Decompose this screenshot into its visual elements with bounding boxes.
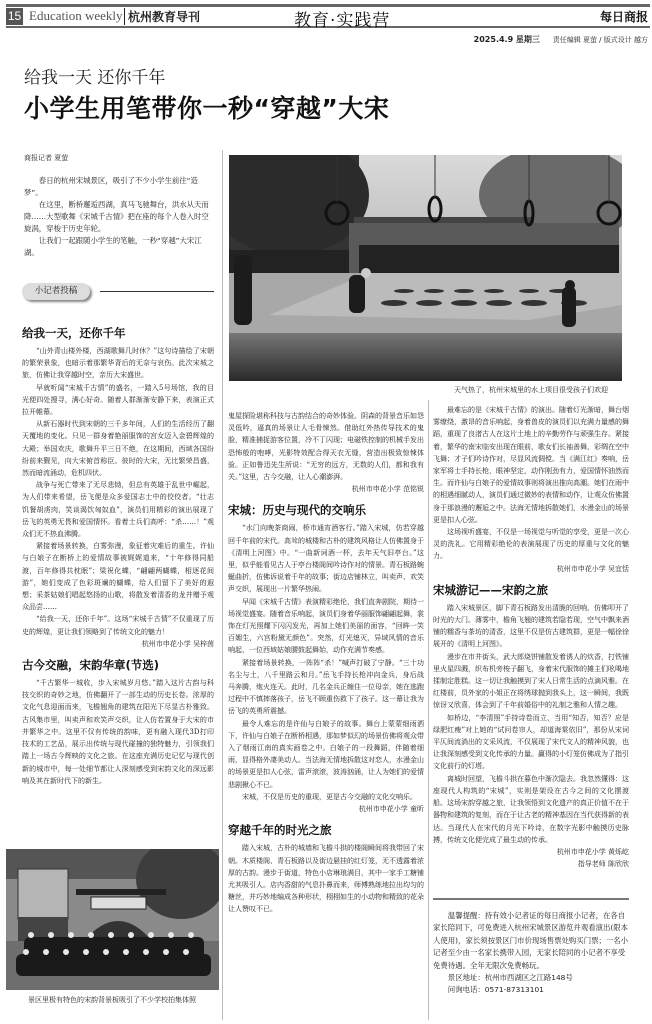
tip-phone: 问询电话：0571-87313101 <box>447 985 544 995</box>
story-paragraph: “水门向晚茶商闹，桥市通宵酒客行。”踏入宋城，仿若穿越回千年前的宋代。高耸的城楼和古朴的建筑风格让人仿佛置身于《清明上河图》中。“一曲新词酒一杯，去年天气旧亭台。”这里，似乎能看见古人于亭台楼阁间吟诗作对的情景。青石板路蜿蜒曲折，仿佛诉说着千年的故事；街边店铺林立，叫卖声、欢笑声交织，展现出一片繁华热闹。 <box>228 524 424 594</box>
story-signature: 杭州市申花小学 范铭锐 <box>351 485 424 494</box>
divider <box>100 291 214 292</box>
story-paragraph: 鬼屋探险堪称科技与古韵结合的奇妙体验。阴森的背景音乐如怨灵低吟，逼真的场景让人毛骨悚然。借助红外热传导技术的鬼脸，精准捕捉游客位置，冷不丁闪现；电磁铁控制的机械手发出恐怖般的咆哮，光影特效配合得天衣无缝，营造出极致惊悚体验。正如鲁迅先生所说：“无穷的远方，无数的人们，都和我有关。”这里，古今交融，让人心潮澎湃。 <box>228 412 424 482</box>
column-divider <box>428 400 429 1020</box>
water-park-photo <box>229 155 622 381</box>
kicker: 给我一天 还你千年 <box>24 68 166 88</box>
tip-divider <box>433 898 629 900</box>
story-paragraph: 紧接着场景转换，白雾弥漫，象征着灾难后的重生。许仙与白娘子在断桥上的爱情故事被娓娓道来，“十年修得同船渡，百年修得共枕眠”；梁祝化蝶，“翩翩两蝴蝶，相逐花间游”，她们变成了色彩斑斓的蝴蝶，给人们留下了美好的遐想；采茶姑娘们唱起悠扬的山歌，将散发着清香的龙井赠予观众品尝…… <box>22 542 214 612</box>
story-title: 给我一天，还你千年 <box>22 326 126 340</box>
story-signature: 杭州市申花小学 童昕 <box>358 805 424 814</box>
paper-name: 每日商报 <box>599 10 648 24</box>
story-paragraph: 踏入宋城，古朴的城墙和飞檐斗拱的楼阁瞬间将我带回了宋朝。木质楼阁、青石板路以及街边悬挂的红灯笼，无不透露着浓厚的古韵。漫步于街道，特色小店琳琅满目，其中一家手工糖铺尤其吸引人。店内香甜的气息扑鼻而来，师傅熟练地拉出均匀的糖丝，并巧妙地编成各种形状，栩栩如生的小动物和精致的花朵让人赞叹不已。 <box>228 844 424 914</box>
column-1 <box>22 322 214 787</box>
column-divider <box>222 150 223 1020</box>
weekly-title-en: Education weekly <box>29 8 123 23</box>
story-paragraph: 这场视听盛宴，不仅是一场视觉与听觉的享受，更是一次心灵的洗礼。它用精彩绝伦的表演展现了历史的厚重与文化的魅力。 <box>433 528 629 561</box>
story-signature: 杭州市申花小学 黄烁屹 <box>556 847 629 856</box>
lead-paragraph: 春日的杭州宋城景区，吸引了不少小学生前往“造梦”。 <box>24 176 198 197</box>
headline: 小学生用笔带你一秒“穿越”大宋 <box>24 94 390 123</box>
story-paragraph: “给我一天，还你千年”。这场“宋城千古情”不仅重现了历史的辉煌，更让我们领略到了传统文化的魅力！ <box>22 615 214 636</box>
section-tag <box>22 283 214 301</box>
story-title: 穿越千年的时光之旅 <box>228 823 332 838</box>
section-tag-label: 小记者投稿 <box>22 283 90 300</box>
story-signature: 杭州市申花小学 吴宜恬 <box>556 564 629 573</box>
column-3 <box>433 404 629 870</box>
main-photo-caption: 天气热了，杭州宋城里的水上项目很受孩子们欢迎 <box>454 386 608 394</box>
weekly-title-cn: 杭州教育导刊 <box>124 8 200 25</box>
issue-date: 2025.4.9 星期三 <box>473 35 540 44</box>
story-signature: 杭州市申花小学 吴梓茵 <box>141 639 214 648</box>
byline: 商报记者 夏萤 <box>24 154 69 162</box>
editor-credits: 责任编辑 夏萤 / 版式设计 越方 <box>552 36 648 44</box>
section-title: 教育·实践营 <box>294 11 391 31</box>
story-paragraph: 最难忘的是《宋城千古情》的演出。随着灯光渐暗，舞台烟雾缭绕，激昂的音乐响起，身着兽皮的演员们以充满力量感的舞蹈，重现了良渚古人在这片土地上的辛勤劳作与顽强生存。紧接着，繁华的南宋临安出现在眼前，歌女们长袖善舞，彩绸在空中飞舞；才子们吟诗作对，尽显风流倜傥。当《满江红》奏响，岳家军将士手持长枪，眼神坚定，动作刚劲有力，爱国情怀油然而生。而许仙与白娘子的爱情故事则将演出推向高潮。她们在雨中的相遇细腻动人，演员们通过微妙的表情和动作，让观众仿佛置身于那浪漫的邂逅之中。法海无情地拆散她们，水漫金山的场景更是扣人心弦。 <box>433 406 629 524</box>
dateline <box>474 34 648 45</box>
group-photo <box>6 849 219 990</box>
story-paragraph: 从新石器时代到宋朝的三千多年间，人们的生活经历了翻天覆地的变化。只见一群身着艳丽服饰的宫女迈入金碧辉煌的大殿；举国欢庆，歌舞升平三日不绝，在这期间，西域各国纷纷前来觐见，向大宋俯首称臣。彼时的大宋，无比繁荣昌盛，然而暗流涌动，危机四伏。 <box>22 420 214 478</box>
column-2 <box>228 410 424 916</box>
advisor-signature: 指导老师 陈欣欣 <box>577 860 629 869</box>
story-paragraph: 紧接着场景转换，一阵阵“杀！”喊声打破了宁静。“三十功名尘与土，八千里路云和月。”岳飞手持长枪冲向金兵，身后战马奔腾，炮火连天。此时，几名金兵正缠住一位母亲，她在逃跑过程中不慎摔落孩子，岳飞不顾重伤救下了孩子。这一幕让我为岳飞的英勇所震撼。 <box>228 658 424 716</box>
story-title: 宋城游记——宋韵之旅 <box>433 582 548 597</box>
group-photo-image <box>6 849 219 990</box>
lead-text <box>24 175 214 259</box>
tip-box <box>433 910 629 997</box>
story-paragraph: 漫步在市井街头，武大郎烧饼铺散发着诱人的炊香，打铁铺里火星四溅，织布机旁梭子翻飞，身着宋代服饰的摊主们吆喝地揉制定胜糕。这一切让我触摸到了宋人日常生活的点滴风雅。在红楼前，员外家的小姐正在将绣球抛到我头上，这一瞬间，我既惊讶又欣喜，体会到了千年前婚俗中的礼制之雅和人情之趣。 <box>433 652 629 710</box>
lead-paragraph: 在这里，断桥邂逅西湖，真马飞驰舞台，洪水从天而降……大型歌舞《宋城千古情》把在座的每个人卷入时空旋涡，穿梭于历史年轮。 <box>24 200 209 233</box>
story-paragraph: 最令人难忘的是许仙与白娘子的故事。舞台上蒙蒙细雨洒下，许仙与白娘子在断桥相遇，那如梦似幻的场景仿佛将观众带入了烟雨江南的真实画卷之中。白娘子的一段舞蹈，伴随着细雨，显得格外凄美动人。当法海无情地拆散这对恋人，水漫金山的场景更是扣人心弦，雷声滚滚，波涛汹涌，让人为她们的爱情悲剧揪心不已。 <box>228 719 424 789</box>
story-paragraph: 早闻《宋城千古情》表演精彩绝伦，我们直奔剧院，期待一场视觉盛宴。随着音乐响起，演员们身着华丽服饰翩翩起舞，裳饰在灯光照耀下闪闪发光，再加上她们美丽的面容，“回眸一笑百媚生，六宫粉黛无颜色”。突然，灯光熄灭，异域风情的音乐响起，一位西域姑娘腰鼓起舞始，动作充满节奏感。 <box>228 597 424 655</box>
story-paragraph: 战争与死亡带来了无尽悲恸，但总有英雄于乱世中崛起，为人们带来希望，岳飞便是众多爱国志士中的佼佼者。“壮志饥餐胡虏肉，笑谈渴饮匈奴血”，演员们用精彩的演出展现了岳飞的英勇无畏和爱国情怀。看着士兵们高呼：“杀……！”观众们无不热血沸腾。 <box>22 481 214 539</box>
story-title: 古今交融，宋韵华章(节选) <box>22 658 160 673</box>
story-paragraph: “千古繁华一城收，步入宋城岁月悠。”踏入这片古韵与科技交织的奇妙之地，仿佛翻开了一部生动的历史长卷。浓厚的文化气息迎面而来，飞檐翘角的建筑在阳光下尽显古朴雅致。古风集市里，叫卖声和欢笑声交织，让人仿若置身于大宋的市井繁华之中。这里不仅有传统的韵味，更有融入现代3D打印技术的工艺品，展示出传统与现代碰撞的独特魅力，引领我们踏上一场古今辉映的文化之旅。在这座充满历史记忆与现代创新的城市中，每一处细节都让人深刻感受到宋韵文化的深远影响及其在新时代下的新生。 <box>22 679 214 785</box>
page-number: 15 <box>7 9 22 23</box>
tip-address: 景区地址：杭州市西湖区之江路148号 <box>447 973 573 983</box>
main-photo <box>229 155 622 381</box>
masthead <box>6 4 650 31</box>
story-title: 宋城：历史与现代的交响乐 <box>228 503 366 518</box>
story-paragraph: 离城时回望，飞檐斗拱在暮色中渐次隐去。我忽然懂得：这座现代人构筑的“宋城”，实则是架设在古今之间的文化摆渡船。这场宋韵穿越之旅，让我领悟到文化遗产的真正价值不在于器物和建筑的复刻，而在于让古老的精神基因在当代获得新的表达。当现代人在宋代的月光下吟诗，在数字光影中触摸历史脉搏，传统文化便完成了最生动的传承。 <box>433 774 629 844</box>
group-photo-caption: 景区里极有特色的宋韵背景板吸引了不少学校拍集体照 <box>28 996 196 1004</box>
story-paragraph: 早就听闻“宋城千古情”的盛名，一踏入5号场馆，我的目光便四处搜寻，满心好奇。随着人群渐渐安静下来，表演正式拉开帷幕。 <box>22 383 214 417</box>
tip-text: 温馨提醒：持有效小记者证的每日商报小记者，在各自家长陪同下，可免费进入杭州宋城景区游览并观看演出(限本人使用)，家长须按景区门市价现场售票处购买门票；一名小记者至少由一名家长携带入园，无家长陪同的小记者不享受免费待遇。全年无限次免费畅玩。 <box>433 911 629 970</box>
story-paragraph: 如桥边，“李清照”手持诗卷而立，当用“知否，知否？应是绿肥红瘦”对上她的“试问卷帘人，却道海棠依旧”，那份从宋词平仄间流淌出的文采风流，不仅展现了宋代文人的精神风貌，也让我深刻感受到文化传承的力量。赢得的小灯笼仿佛成为了指引文化前行的灯塔。 <box>433 713 629 771</box>
story-paragraph: 踏入宋城景区，脚下青石板路发出清脆的回响，仿佛叩开了时光的大门。薄雾中，檐角飞翘的建筑若隐若现，空气中飘来酒铺的糯香与茶坊的清香，这里不仅是仿古建筑群，更是一幅徐徐展开的《清明上河图》。 <box>433 603 629 649</box>
story-paragraph: 宋城，不仅是历史的重现，更是古今交融的文化交响乐。 <box>242 792 417 801</box>
story-paragraph: “山外青山楼外楼，西湖歌舞几时休？”这句诗描绘了宋朝的繁荣景象，也暗示着那繁华背后的无奈与哀伤。此次宋城之旅，仿佛让我穿越时空，亲历大宋盛世。 <box>22 347 214 380</box>
lead-paragraph: 让我们一起跟随小学生的笔触，一秒“穿越”大宋江湖。 <box>24 236 202 257</box>
